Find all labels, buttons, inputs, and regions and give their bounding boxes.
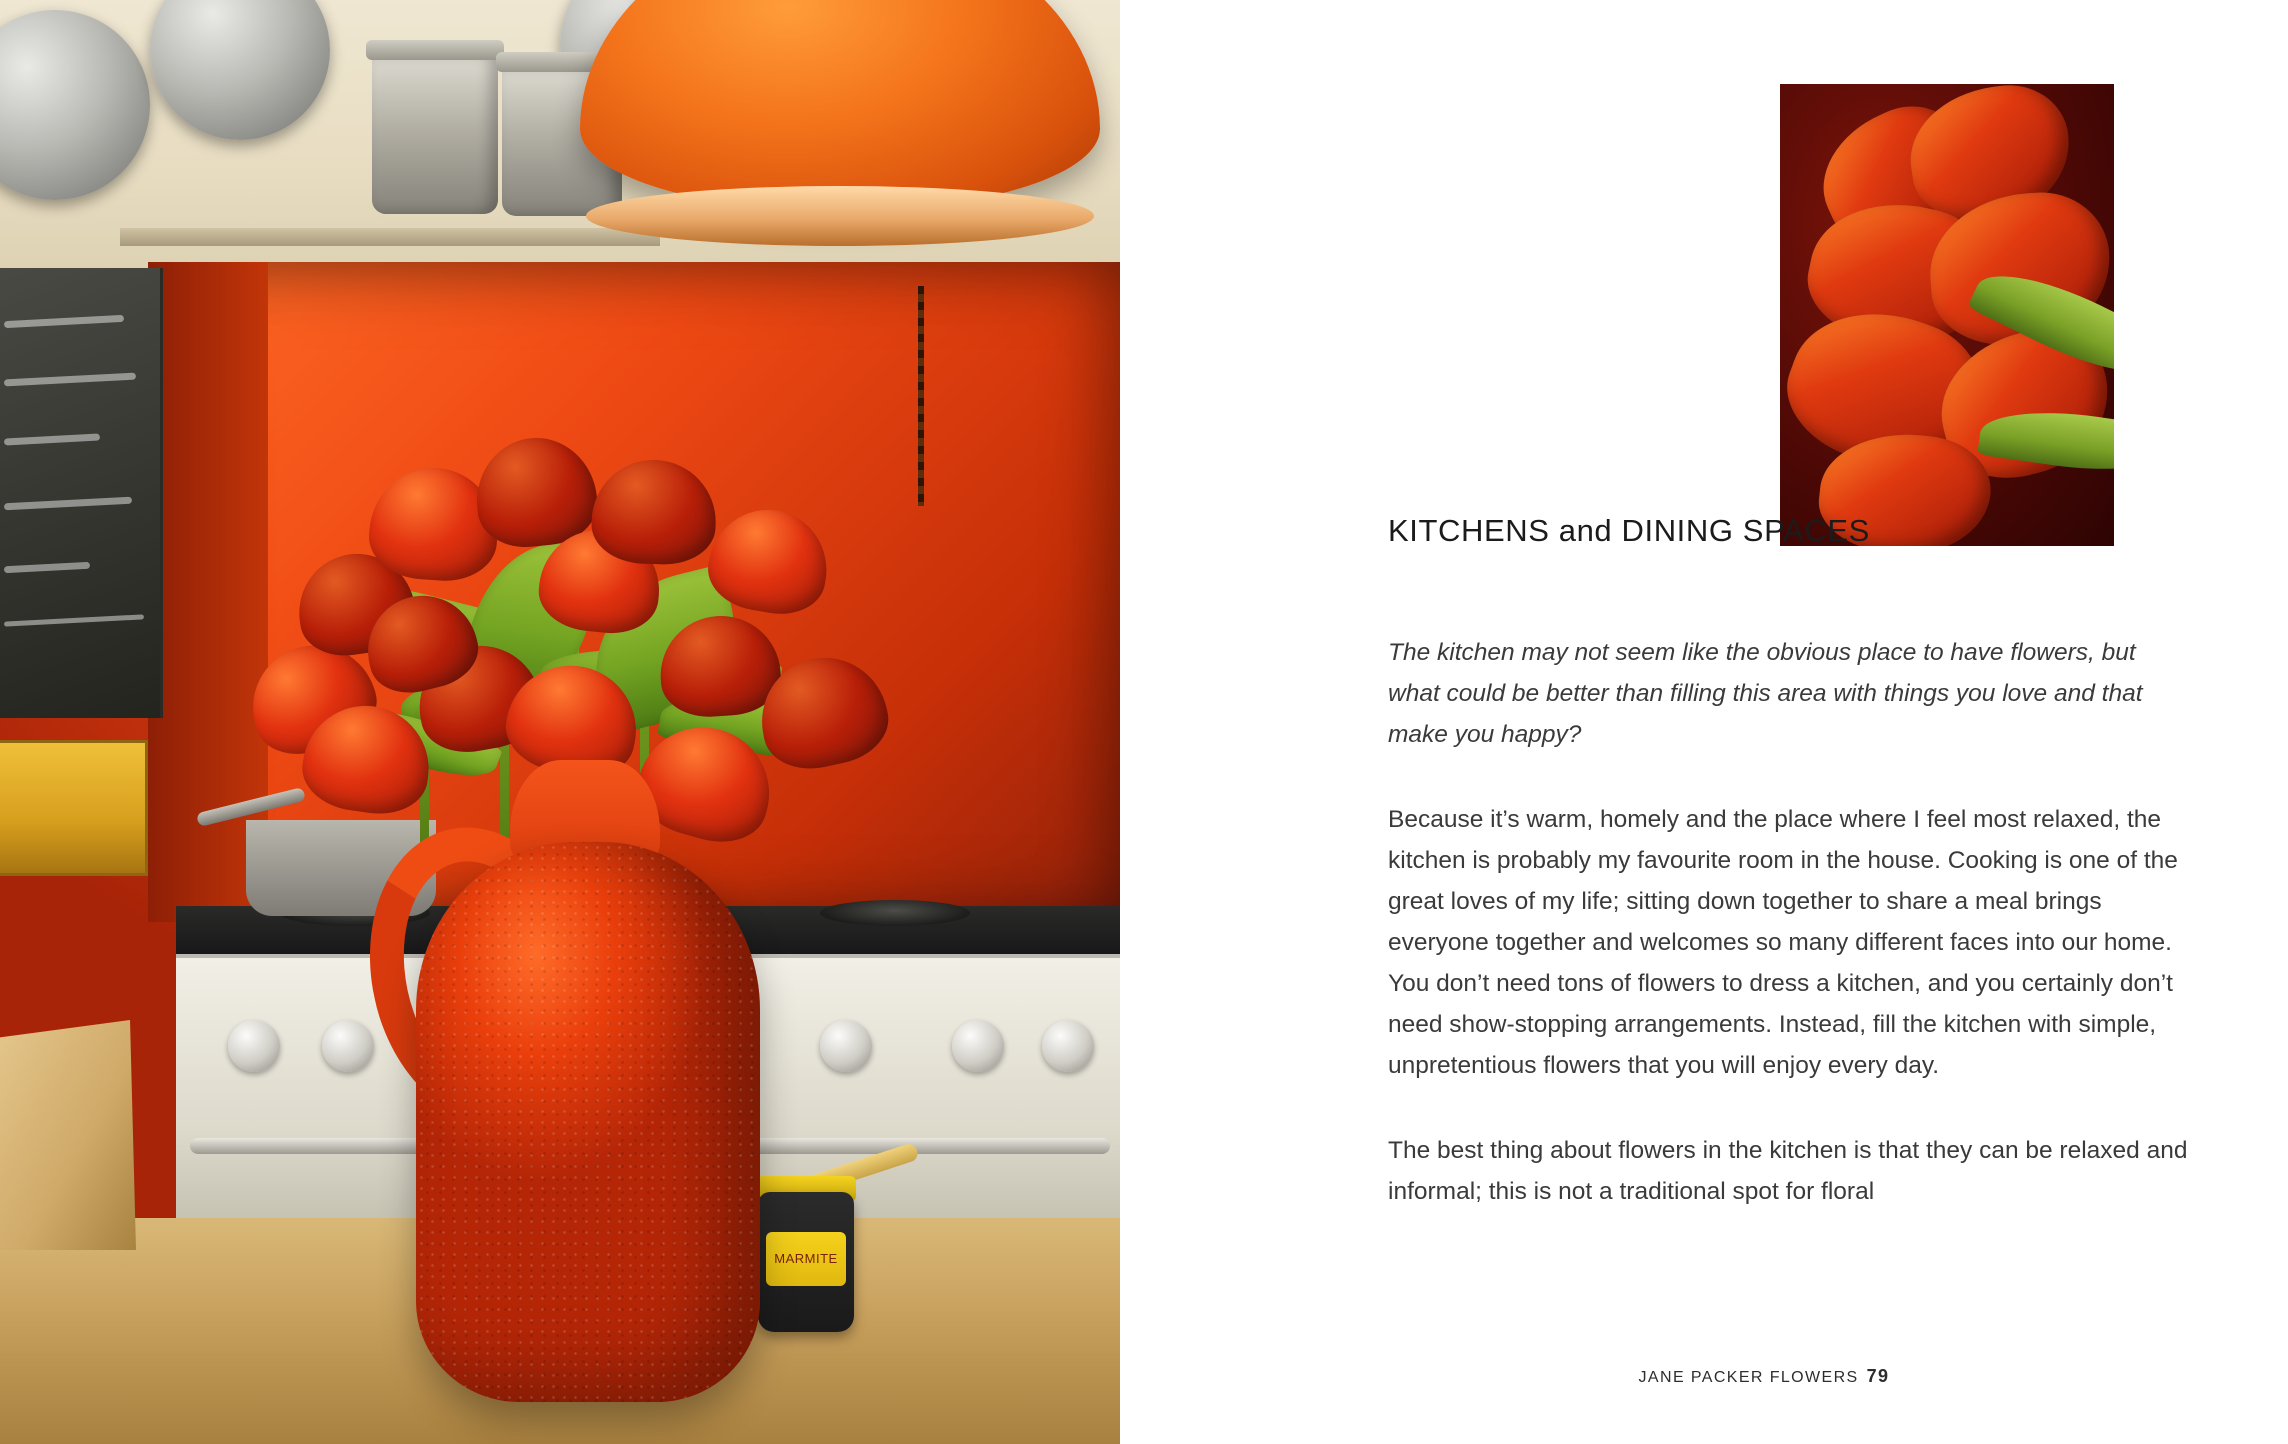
oven-knob bbox=[820, 1020, 872, 1072]
ceramic-jug bbox=[416, 842, 760, 1402]
body-text bbox=[1388, 632, 2194, 1256]
storage-jar bbox=[372, 54, 498, 214]
oven-knob bbox=[1042, 1020, 1094, 1072]
oven-knob bbox=[322, 1020, 374, 1072]
tulip-bloom bbox=[590, 458, 718, 566]
page-number: 79 bbox=[1866, 1366, 1890, 1386]
kitchen-photograph bbox=[0, 0, 1120, 1444]
paragraph-body-2: The best thing about flowers in the kitchen is that they can be relaxed and informal; this is not a traditional spot for floral bbox=[1388, 1137, 2188, 1205]
page-footer bbox=[1120, 1366, 2288, 1387]
jug-texture bbox=[416, 842, 760, 1402]
paper-bag bbox=[0, 1020, 136, 1250]
pendant-lamp-rim bbox=[586, 186, 1094, 246]
oven-knob bbox=[952, 1020, 1004, 1072]
marmite-label: MARMITE bbox=[766, 1232, 846, 1286]
pendant-lamp bbox=[580, 0, 1100, 210]
yellow-tin bbox=[0, 740, 148, 876]
chalkboard bbox=[0, 268, 163, 718]
oven-knob bbox=[228, 1020, 280, 1072]
right-page bbox=[1120, 0, 2288, 1444]
paragraph-intro: The kitchen may not seem like the obvious place to have flowers, but what could be better than filling this area with things you love and that make you happy? bbox=[1388, 639, 2143, 748]
pot-shelf bbox=[120, 228, 660, 246]
paragraph-body-1: Because it’s warm, homely and the place where I feel most relaxed, the kitchen is probably my favourite room in the house. Cooking is one of the great loves of my life; sitting down together to share a meal brings everyone together and welcomes so many different faces into our home. You don’t need tons of flowers to dress a kitchen, and you certainly don’t need show-stopping arrangements. Instead, fill the kitchen with simple, unpretentious flowers that you will enjoy every day. bbox=[1388, 806, 2178, 1079]
tulip-closeup-photograph bbox=[1780, 84, 2114, 546]
page-title: KITCHENS and DINING SPACES bbox=[1388, 512, 1870, 548]
burner bbox=[820, 900, 970, 926]
running-head: JANE PACKER FLOWERS bbox=[1638, 1369, 1859, 1386]
left-page bbox=[0, 0, 1120, 1444]
